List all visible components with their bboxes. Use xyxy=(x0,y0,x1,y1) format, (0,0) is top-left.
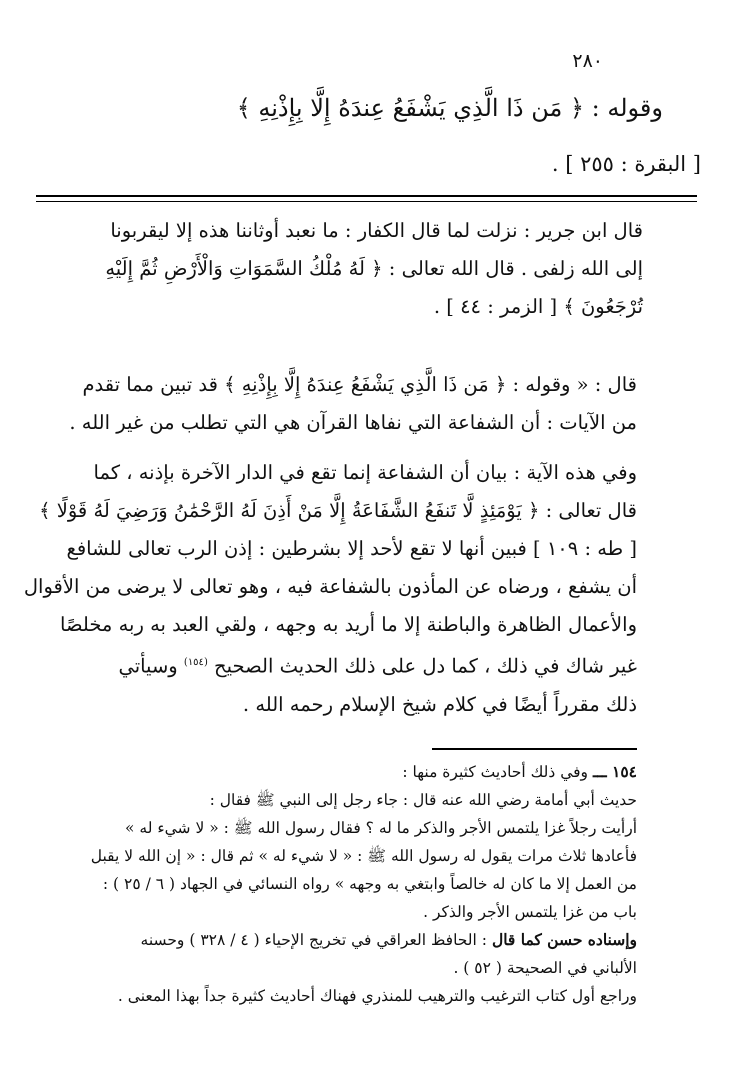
verse-reference: [ البقرة : ٢٥٥ ] . xyxy=(551,152,701,176)
footnote-line: حديث أبي أمامة رضي الله عنه قال : جاء رجل إلى النبي ﷺ فقال : xyxy=(209,791,637,809)
isnad-label: وإسناده حسن كما قال xyxy=(491,930,637,949)
text-line: إلى الله زلفى . قال الله تعالى : ﴿ لَهُ مُلْكُ السَّمَوَاتِ وَالْأَرْضِ ثُمَّ إِلَيْهِ xyxy=(105,257,643,280)
text-line: ذلك مقرراً أيضًا في كلام شيخ الإسلام رحمه الله . xyxy=(242,692,637,716)
footnote-rule xyxy=(432,748,637,750)
text-line: من الآيات : أن الشفاعة التي نفاها القرآن هي التي تطلب من غير الله . xyxy=(69,411,637,434)
footnote-line: فأعادها ثلاث مرات يقول له رسول الله ﷺ : « لا شيء له » ثم قال : « إن الله لا يقبل xyxy=(90,847,637,865)
page-number: ٢٨٠ xyxy=(572,50,603,72)
footnote-line xyxy=(30,926,637,954)
paragraph-verse-explanation xyxy=(69,366,637,442)
text-segment: غير شاك في ذلك ، كما دل على ذلك الحديث الصحيح xyxy=(214,654,637,678)
footnote-marker[interactable]: (١٥٤) xyxy=(183,657,208,668)
verse-heading: وقوله : ﴿ مَن ذَا الَّذِي يَشْفَعُ عِندَهُ إِلَّا بِإِذْنِهِ ﴾ xyxy=(236,94,663,122)
text-line: تُرْجَعُونَ ﴾ [ الزمر : ٤٤ ] . xyxy=(433,295,643,318)
footnote-line: باب من غزا يلتمس الأجر والذكر . xyxy=(423,903,637,921)
text-line: وفي هذه الآية : بيان أن الشفاعة إنما تقع في الدار الآخرة بإذنه ، كما xyxy=(93,461,637,484)
footnote-line: الألباني في الصحيحة ( ٥٢ ) . xyxy=(453,959,637,977)
paragraph-ibn-jarir xyxy=(92,212,643,326)
text-segment: وسيأتي xyxy=(118,654,178,678)
text-line: قال : « وقوله : ﴿ مَن ذَا الَّذِي يَشْفَعُ عِندَهُ إِلَّا بِإِذْنِهِ ﴾ قد تبين مما تقدم xyxy=(82,373,637,396)
footnote-line xyxy=(30,758,637,786)
footnote-line: وراجع أول كتاب الترغيب والترهيب للمنذري فهناك أحاديث كثيرة جداً بهذا المعنى . xyxy=(117,987,637,1005)
top-rule-thin xyxy=(36,201,697,202)
isnad-text: : الحافظ العراقي في تخريج الإحياء ( ٤ / ٣٢٨ ) وحسنه xyxy=(140,931,487,949)
text-line: أن يشفع ، ورضاه عن المأذون بالشفاعة فيه ، وهو تعالى لا يرضى من الأقوال xyxy=(23,575,637,598)
text-line: [ طه : ١٠٩ ] فبين أنها لا تقع لأحد إلا بشرطين : إذن الرب تعالى للشافع xyxy=(66,537,637,560)
paragraph-shafaa xyxy=(23,454,637,724)
footnote-text: وفي ذلك أحاديث كثيرة منها : xyxy=(402,763,589,781)
footnote-line: من العمل إلا ما كان له خالصاً وابتغي به وجهه » رواه النسائي في الجهاد ( ٦ / ٢٥ ) : xyxy=(102,875,637,893)
text-line: قال ابن جرير : نزلت لما قال الكفار : ما نعبد أوثاننا هذه إلا ليقربونا xyxy=(110,219,643,242)
text-line-with-footnote xyxy=(88,644,637,686)
footnote-line: أرأيت رجلاً غزا يلتمس الأجر والذكر ما له ؟ فقال رسول الله ﷺ : « لا شيء له » xyxy=(124,819,637,837)
footnote-number: ١٥٤ ـــ xyxy=(592,762,637,781)
text-line: قال تعالى : ﴿ يَوْمَئِذٍ لَّا تَنفَعُ الشَّفَاعَةُ إِلَّا مَنْ أَذِنَ لَهُ الرَّحْمَٰنُ وَرَضِيَ لَهُ قَوْلًا ﴾ xyxy=(39,499,637,522)
top-rule xyxy=(36,195,697,197)
footnote xyxy=(30,758,637,1010)
text-line: والأعمال الظاهرة والباطنة إلا ما أريد به وجهه ، ولقي العبد به ربه مخلصًا xyxy=(60,613,637,636)
